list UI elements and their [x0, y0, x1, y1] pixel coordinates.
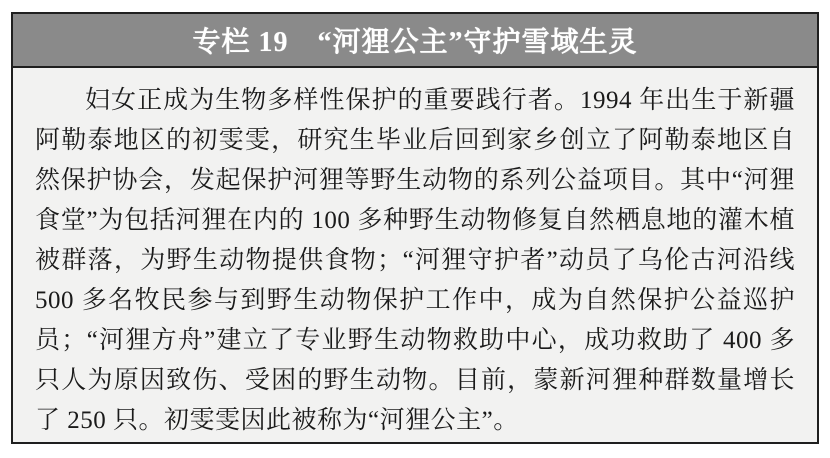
column-panel	[11, 12, 819, 444]
panel-title: 专栏 19 “河狸公主”守护雪域生灵	[192, 27, 638, 58]
panel-paragraph: 妇女正成为生物多样性保护的重要践行者。1994 年出生于新疆阿勒泰地区的初雯雯，研究生毕业后回到家乡创立了阿勒泰地区自然保护协会，发起保护河狸等野生动物的系列公益项目。其中“河狸食堂”为包括河狸在内的 100 多种野生动物修复自然栖息地的灌木植被群落，为野生动物提供食物；“河狸守护者”动员了乌伦古河沿线 500 多名牧民参与到野生动物保护工作中，成为自然保护公益巡护员；“河狸方舟”建立了专业野生动物救助中心，成功救助了 400 多只人为原因致伤、受困的野生动物。目前，蒙新河狸种群数量增长了 250 只。初雯雯因此被称为“河狸公主”。	[35, 87, 795, 434]
panel-header	[13, 14, 817, 68]
panel-body	[13, 68, 817, 441]
